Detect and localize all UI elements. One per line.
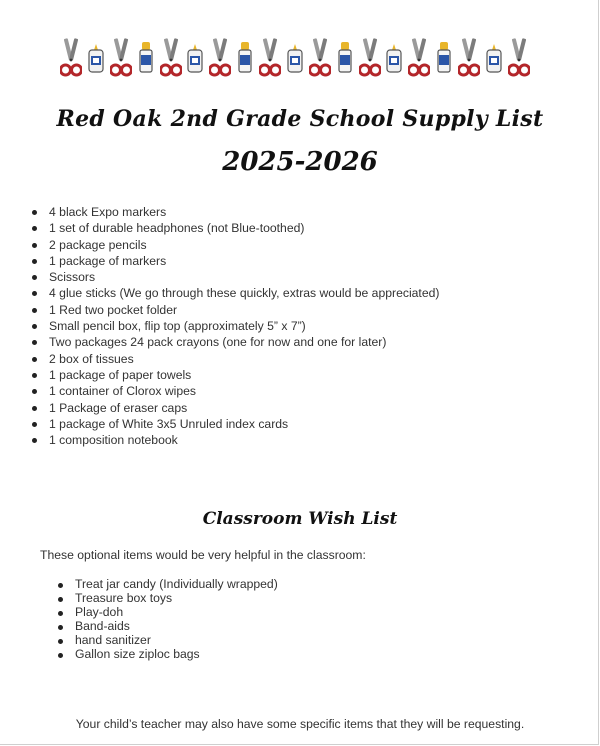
supply-list-item: 1 Red two pocket folder xyxy=(30,302,439,318)
supply-list-item: 1 container of Clorox wipes xyxy=(30,383,439,399)
scissors-icon xyxy=(458,36,480,80)
glue-stick-icon xyxy=(234,36,256,80)
wish-list-item: Treat jar candy (Individually wrapped) xyxy=(56,577,278,591)
wish-list-intro: These optional items would be very helpful in the classroom: xyxy=(40,548,366,562)
scissors-icon xyxy=(508,36,530,80)
scissors-icon xyxy=(60,36,82,80)
wish-list-item: Gallon size ziploc bags xyxy=(56,647,278,661)
supply-list-item: Scissors xyxy=(30,269,439,285)
supply-list-item: 1 set of durable headphones (not Blue-toothed) xyxy=(30,220,439,236)
scissors-icon xyxy=(359,36,381,80)
school-year: 2025-2026 xyxy=(222,147,378,177)
scissors-icon xyxy=(110,36,132,80)
glue-stick-icon xyxy=(433,36,455,80)
scissors-icon xyxy=(408,36,430,80)
scissors-icon xyxy=(160,36,182,80)
supply-list-item: Small pencil box, flip top (approximately 5” x 7”) xyxy=(30,318,439,334)
wish-list xyxy=(56,577,278,661)
supply-list-item: Two packages 24 pack crayons (one for now and one for later) xyxy=(30,334,439,350)
clipart-border xyxy=(60,36,530,80)
glue-stick-icon xyxy=(334,36,356,80)
supply-list-item: 4 glue sticks (We go through these quickly, extras would be appreciated) xyxy=(30,285,439,301)
supply-list xyxy=(30,204,439,448)
wish-list-heading: Classroom Wish List xyxy=(202,509,398,529)
supply-list-item: 1 package of White 3x5 Unruled index cards xyxy=(30,416,439,432)
glue-icon xyxy=(483,36,505,80)
supply-list-item: 1 Package of eraser caps xyxy=(30,400,439,416)
supply-list-item: 1 package of markers xyxy=(30,253,439,269)
scissors-icon xyxy=(209,36,231,80)
supply-list-item: 4 black Expo markers xyxy=(30,204,439,220)
wish-list-item: Treasure box toys xyxy=(56,591,278,605)
supply-list-item: 2 package pencils xyxy=(30,237,439,253)
glue-stick-icon xyxy=(135,36,157,80)
page-title: Red Oak 2nd Grade School Supply List xyxy=(56,106,544,132)
glue-icon xyxy=(383,36,405,80)
footer-note: Your child’s teacher may also have some specific items that they will be requesting. xyxy=(75,717,525,731)
glue-icon xyxy=(85,36,107,80)
wish-list-item: hand sanitizer xyxy=(56,633,278,647)
glue-icon xyxy=(184,36,206,80)
supply-list-item: 2 box of tissues xyxy=(30,351,439,367)
wish-list-item: Band-aids xyxy=(56,619,278,633)
glue-icon xyxy=(284,36,306,80)
supply-list-item: 1 composition notebook xyxy=(30,432,439,448)
scissors-icon xyxy=(259,36,281,80)
supply-list-item: 1 package of paper towels xyxy=(30,367,439,383)
wish-list-item: Play-doh xyxy=(56,605,278,619)
scissors-icon xyxy=(309,36,331,80)
